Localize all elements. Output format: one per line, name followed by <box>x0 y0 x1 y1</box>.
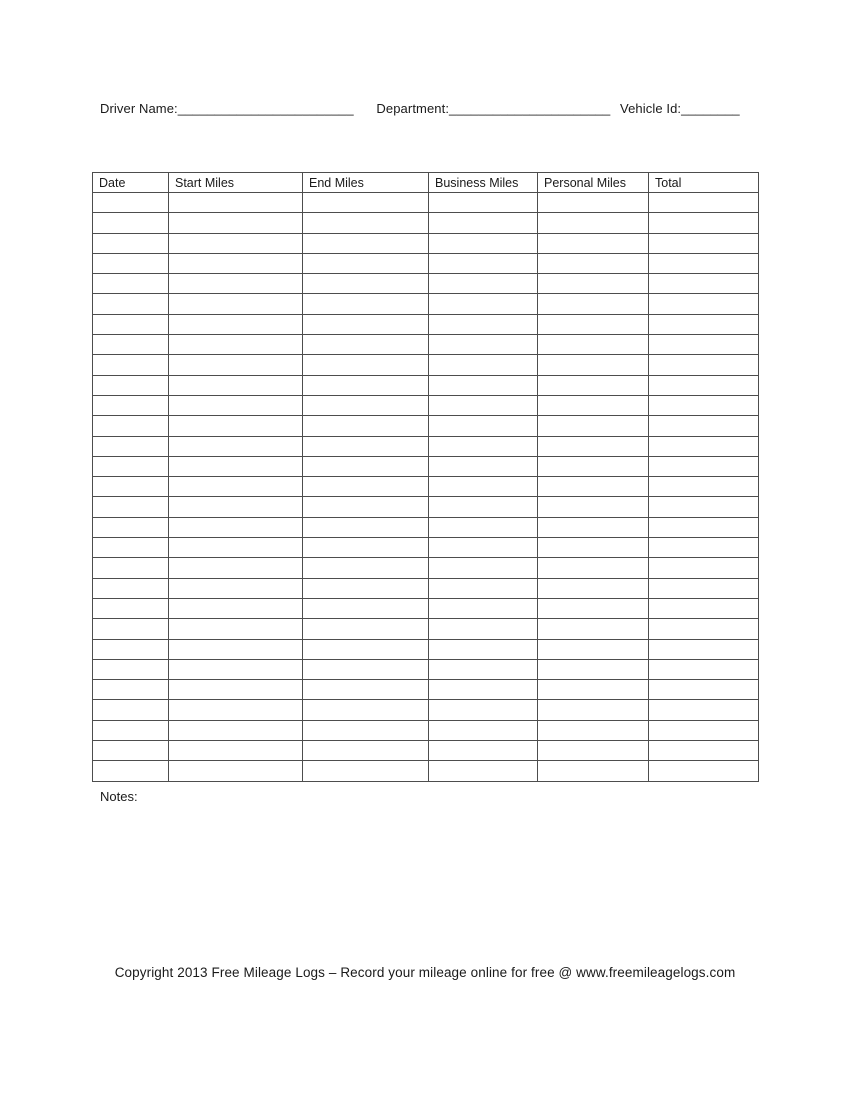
empty-cell <box>303 619 429 639</box>
empty-cell <box>303 517 429 537</box>
empty-cell <box>303 193 429 213</box>
empty-cell <box>538 233 649 253</box>
empty-cell <box>93 335 169 355</box>
empty-cell <box>303 233 429 253</box>
column-header-business-miles: Business Miles <box>429 173 538 193</box>
empty-cell <box>169 314 303 334</box>
empty-cell <box>429 558 538 578</box>
empty-cell <box>538 761 649 781</box>
empty-cell <box>538 456 649 476</box>
column-header-start-miles: Start Miles <box>169 173 303 193</box>
empty-cell <box>649 436 759 456</box>
table-row <box>93 355 759 375</box>
table-row <box>93 477 759 497</box>
table-row <box>93 375 759 395</box>
empty-cell <box>93 761 169 781</box>
empty-cell <box>93 314 169 334</box>
empty-cell <box>93 497 169 517</box>
empty-cell <box>303 456 429 476</box>
empty-cell <box>429 477 538 497</box>
empty-cell <box>649 598 759 618</box>
empty-cell <box>429 700 538 720</box>
empty-cell <box>649 578 759 598</box>
empty-cell <box>649 193 759 213</box>
empty-cell <box>538 517 649 537</box>
empty-cell <box>93 578 169 598</box>
column-header-total: Total <box>649 173 759 193</box>
empty-cell <box>93 213 169 233</box>
empty-cell <box>303 355 429 375</box>
empty-cell <box>649 375 759 395</box>
empty-cell <box>538 335 649 355</box>
table-row <box>93 517 759 537</box>
column-header-end-miles: End Miles <box>303 173 429 193</box>
empty-cell <box>93 558 169 578</box>
table-row <box>93 558 759 578</box>
empty-cell <box>93 233 169 253</box>
empty-cell <box>93 375 169 395</box>
empty-cell <box>538 395 649 415</box>
empty-cell <box>429 741 538 761</box>
table-row <box>93 294 759 314</box>
empty-cell <box>303 598 429 618</box>
empty-cell <box>93 456 169 476</box>
empty-cell <box>93 193 169 213</box>
empty-cell <box>169 538 303 558</box>
empty-cell <box>303 538 429 558</box>
empty-cell <box>169 294 303 314</box>
mileage-table <box>92 172 759 782</box>
copyright-footer: Copyright 2013 Free Mileage Logs – Record your mileage online for free @ www.freemileagelogs.com <box>114 965 736 980</box>
vehicle-id-blank-line: ________ <box>681 101 740 116</box>
empty-cell <box>649 619 759 639</box>
empty-cell <box>429 619 538 639</box>
empty-cell <box>538 355 649 375</box>
empty-cell <box>649 213 759 233</box>
empty-cell <box>303 741 429 761</box>
mileage-table-header <box>93 173 759 193</box>
empty-cell <box>303 659 429 679</box>
notes-label: Notes: <box>100 789 138 804</box>
table-row <box>93 253 759 273</box>
empty-cell <box>429 598 538 618</box>
empty-cell <box>169 700 303 720</box>
empty-cell <box>429 213 538 233</box>
empty-cell <box>169 477 303 497</box>
empty-cell <box>538 416 649 436</box>
empty-cell <box>169 456 303 476</box>
empty-cell <box>93 720 169 740</box>
empty-cell <box>429 538 538 558</box>
vehicle-id-label: Vehicle Id: <box>620 101 682 116</box>
empty-cell <box>429 436 538 456</box>
empty-cell <box>649 416 759 436</box>
empty-cell <box>93 700 169 720</box>
empty-cell <box>538 477 649 497</box>
driver-name-label: Driver Name: <box>100 101 178 116</box>
table-row <box>93 335 759 355</box>
empty-cell <box>169 517 303 537</box>
empty-cell <box>169 558 303 578</box>
empty-cell <box>649 274 759 294</box>
empty-cell <box>169 416 303 436</box>
empty-cell <box>649 538 759 558</box>
empty-cell <box>303 274 429 294</box>
empty-cell <box>538 375 649 395</box>
empty-cell <box>169 497 303 517</box>
empty-cell <box>93 538 169 558</box>
empty-cell <box>429 720 538 740</box>
table-row <box>93 213 759 233</box>
empty-cell <box>429 416 538 436</box>
empty-cell <box>93 274 169 294</box>
empty-cell <box>429 639 538 659</box>
empty-cell <box>303 639 429 659</box>
empty-cell <box>169 335 303 355</box>
empty-cell <box>429 314 538 334</box>
empty-cell <box>429 233 538 253</box>
empty-cell <box>169 598 303 618</box>
empty-cell <box>429 761 538 781</box>
empty-cell <box>649 517 759 537</box>
empty-cell <box>429 680 538 700</box>
table-row <box>93 639 759 659</box>
empty-cell <box>93 395 169 415</box>
table-row <box>93 578 759 598</box>
table-row <box>93 395 759 415</box>
table-row <box>93 761 759 781</box>
empty-cell <box>538 598 649 618</box>
empty-cell <box>538 639 649 659</box>
empty-cell <box>429 335 538 355</box>
empty-cell <box>538 193 649 213</box>
empty-cell <box>169 355 303 375</box>
empty-cell <box>169 274 303 294</box>
table-row <box>93 314 759 334</box>
table-row <box>93 416 759 436</box>
empty-cell <box>303 416 429 436</box>
empty-cell <box>429 355 538 375</box>
empty-cell <box>169 659 303 679</box>
empty-cell <box>93 294 169 314</box>
empty-cell <box>169 741 303 761</box>
column-header-date: Date <box>93 173 169 193</box>
empty-cell <box>169 639 303 659</box>
table-row <box>93 497 759 517</box>
empty-cell <box>169 213 303 233</box>
empty-cell <box>93 477 169 497</box>
empty-cell <box>93 436 169 456</box>
empty-cell <box>93 659 169 679</box>
empty-cell <box>538 538 649 558</box>
empty-cell <box>538 659 649 679</box>
empty-cell <box>649 558 759 578</box>
empty-cell <box>429 517 538 537</box>
empty-cell <box>649 659 759 679</box>
table-row <box>93 233 759 253</box>
empty-cell <box>649 680 759 700</box>
empty-cell <box>538 253 649 273</box>
empty-cell <box>303 213 429 233</box>
empty-cell <box>538 619 649 639</box>
mileage-table-body <box>93 193 759 782</box>
empty-cell <box>538 294 649 314</box>
empty-cell <box>429 578 538 598</box>
empty-cell <box>303 436 429 456</box>
empty-cell <box>303 477 429 497</box>
empty-cell <box>538 680 649 700</box>
empty-cell <box>429 274 538 294</box>
table-row <box>93 538 759 558</box>
table-row <box>93 680 759 700</box>
empty-cell <box>649 477 759 497</box>
empty-cell <box>93 598 169 618</box>
empty-cell <box>303 253 429 273</box>
empty-cell <box>538 578 649 598</box>
driver-name-blank-line: ________________________ <box>177 101 354 116</box>
empty-cell <box>169 233 303 253</box>
empty-cell <box>429 294 538 314</box>
empty-cell <box>169 436 303 456</box>
empty-cell <box>429 395 538 415</box>
empty-cell <box>303 497 429 517</box>
empty-cell <box>93 517 169 537</box>
table-row <box>93 720 759 740</box>
empty-cell <box>538 314 649 334</box>
empty-cell <box>538 213 649 233</box>
empty-cell <box>303 294 429 314</box>
department-blank-line: ______________________ <box>449 101 611 116</box>
empty-cell <box>649 720 759 740</box>
empty-cell <box>649 355 759 375</box>
table-row <box>93 741 759 761</box>
empty-cell <box>303 578 429 598</box>
empty-cell <box>303 335 429 355</box>
table-row <box>93 619 759 639</box>
empty-cell <box>538 274 649 294</box>
empty-cell <box>169 578 303 598</box>
empty-cell <box>429 497 538 517</box>
driver-info-header <box>100 101 740 116</box>
table-row <box>93 456 759 476</box>
empty-cell <box>93 416 169 436</box>
empty-cell <box>93 741 169 761</box>
table-row <box>93 193 759 213</box>
empty-cell <box>93 639 169 659</box>
empty-cell <box>169 253 303 273</box>
empty-cell <box>303 761 429 781</box>
table-row <box>93 700 759 720</box>
empty-cell <box>649 395 759 415</box>
empty-cell <box>538 700 649 720</box>
empty-cell <box>538 741 649 761</box>
empty-cell <box>93 619 169 639</box>
empty-cell <box>169 680 303 700</box>
vehicle-id-field <box>620 101 740 116</box>
empty-cell <box>93 355 169 375</box>
empty-cell <box>649 761 759 781</box>
column-header-personal-miles: Personal Miles <box>538 173 649 193</box>
empty-cell <box>169 375 303 395</box>
empty-cell <box>649 497 759 517</box>
department-field <box>376 101 610 116</box>
empty-cell <box>303 375 429 395</box>
empty-cell <box>649 335 759 355</box>
empty-cell <box>538 720 649 740</box>
driver-name-field <box>100 101 354 116</box>
empty-cell <box>169 761 303 781</box>
empty-cell <box>538 436 649 456</box>
table-row <box>93 659 759 679</box>
table-row <box>93 274 759 294</box>
empty-cell <box>169 193 303 213</box>
empty-cell <box>649 456 759 476</box>
empty-cell <box>649 700 759 720</box>
empty-cell <box>93 253 169 273</box>
empty-cell <box>429 253 538 273</box>
empty-cell <box>429 193 538 213</box>
empty-cell <box>303 558 429 578</box>
empty-cell <box>538 558 649 578</box>
department-label: Department: <box>376 101 450 116</box>
empty-cell <box>429 456 538 476</box>
empty-cell <box>169 619 303 639</box>
empty-cell <box>649 233 759 253</box>
empty-cell <box>649 253 759 273</box>
empty-cell <box>303 680 429 700</box>
empty-cell <box>93 680 169 700</box>
header-row <box>93 173 759 193</box>
empty-cell <box>303 314 429 334</box>
empty-cell <box>303 700 429 720</box>
empty-cell <box>649 314 759 334</box>
empty-cell <box>303 720 429 740</box>
empty-cell <box>429 659 538 679</box>
empty-cell <box>649 294 759 314</box>
empty-cell <box>169 395 303 415</box>
empty-cell <box>649 639 759 659</box>
empty-cell <box>303 395 429 415</box>
empty-cell <box>169 720 303 740</box>
empty-cell <box>538 497 649 517</box>
empty-cell <box>429 375 538 395</box>
table-row <box>93 598 759 618</box>
empty-cell <box>649 741 759 761</box>
table-row <box>93 436 759 456</box>
